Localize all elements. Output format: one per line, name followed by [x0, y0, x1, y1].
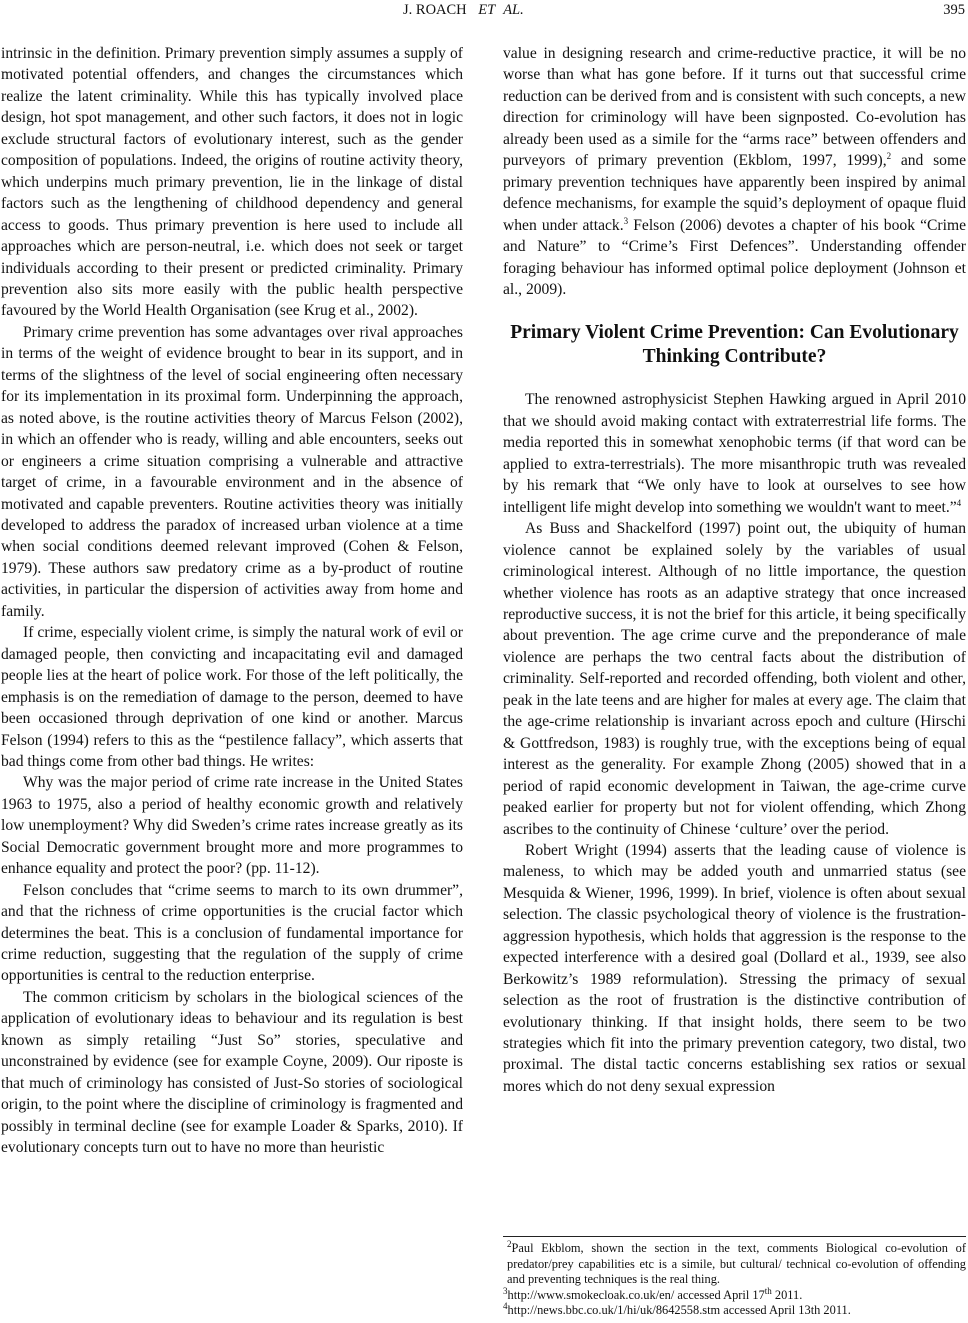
- paragraph: intrinsic in the definition. Primary prevention simply assumes a supply of motivated potential offenders, and changes the circumstances which realize the latent criminality. While this has typically involved place design, hot spot management, and other such factors, it does not in logic exclude structural factors of evolutionary interest, such as the gender composition of populations. Indeed, the origins of routine activity theory, which underpins much primary prevention, lie in the linkage of distal factors such as the lengthening of childhood dependency and general access to goods. Thus primary prevention is here used to include all approaches which are person-neutral, i.e. which does not seek or target individuals according to their present or predicted criminality. Primary prevention also sits more easily with the public health perspective favoured by the World Health Organisation (see Krug et al., 2002).: [1, 45, 463, 320]
- paragraph: As Buss and Shackelford (1997) point out, the ubiquity of human violence cannot be explained solely by the variables of usual criminological interest. Although of no little importance, the question whether violence has roots as an adaptive strategy that once increased reproductive success, it is not the brief for this article, it being specifically about prevention. The age crime curve and the preponderance of male violence are perhaps the two central facts about the distribution of criminality. Self-reported and recorded offending, both violent and other, peak in the late teens and are higher for males at every age. The claim that the age-crime relationship is invariant across epoch and culture (Hirschi & Gottfredson, 1983) is roughly true, with the exceptions being of equal interest as the generality. For example Zhong (2005) showed that in a period of rapid economic development in Taiwan, the age-crime curve peaked earlier for property but not for violent offending, which Zhong ascribes to the continuity of Chinese ‘culture’ over the period.: [503, 520, 966, 838]
- footnote-mark: 4: [503, 1301, 508, 1312]
- page-number: 395: [943, 2, 965, 18]
- text: value in designing research and crime-reductive practice, it will be no worse than what has gone before. If it turns out that successful crime reduction can be derived from and is consistent with such concepts, a new direction for criminology will have been signposted. Co-evolution has already been used as a simile for the “arms race” between offenders and purveyors of primary prevention (Ekblom, 1997, 1999),: [503, 45, 966, 170]
- footnotes: [503, 1236, 966, 1319]
- paragraph: Primary crime prevention has some advantages over rival approaches in terms of the weight of evidence brought to bear in its support, and in terms of the slightness of the level of social engineering often necessary for its implementation in its proximal form. Underpinning the approach, as noted above, is the routine activities theory of Marcus Felson (2002), in which an offender who is ready, willing and able encounters, seeks out or engineers a crime situation comprising a vulnerable and attractive target of crime, in a favourable environment and in the absence of motivated and capable preventers. Routine activities theory was initially developed to address the paradox of increased urban violence at a time when social conditions deemed relevant improved (Cohen & Felson, 1979). These authors saw predatory crime as a by-product of routine activities, in particular the dispersion of activities away from home and family.: [1, 323, 463, 620]
- ordinal-suffix: th: [764, 1285, 772, 1296]
- block-quote: Why was the major period of crime rate increase in the United States 1963 to 1975, also a period of healthy economic growth and relatively low unemployment? Why did Sweden’s crime rates increase greatly as its Social Democratic government brought more and more programmes to enhance equality and protect the poor? (pp. 11-12).: [1, 774, 463, 878]
- footnote-ref[interactable]: 4: [956, 497, 962, 508]
- paragraph: [503, 389, 966, 518]
- et-al: ET: [478, 2, 496, 18]
- footnote-ref[interactable]: 3: [623, 215, 629, 226]
- text: The renowned astrophysicist Stephen Hawking argued in April 2010 that we should avoid making contact with extraterrestrial life forms. The media reported this in somewhat xenophobic terms (if that word can be applied to extra-terrestrials). The more misanthropic truth was revealed by his remark that “We only have to look at ourselves to see how intelligent life might develop into something we wouldn't want to meet.”: [503, 391, 966, 516]
- footnote-mark: 3: [503, 1285, 508, 1296]
- running-header: [0, 2, 968, 22]
- paragraph: The common criticism by scholars in the biological sciences of the application of evolutionary ideas to behaviour and its regulation is best known as simply retailing “Just So” stories, speculative and unconstrained by evidence (see for example Coyne, 2009). Our riposte is that much of criminology has consisted of Just-So stories of sociological origin, to the point where the discipline of criminology is fragmented and possibly in terminal decline (see for example Loader & Sparks, 2010). If evolutionary concepts turn out to have no more than heuristic: [1, 988, 463, 1157]
- footnote-link[interactable]: http://www.smokecloak.co.uk/en/ accessed April 17: [507, 1287, 765, 1302]
- footnote: [503, 1285, 966, 1304]
- paragraph: Felson concludes that “crime seems to march to its own drummer”, and that the richness of crime opportunities is the crucial factor which determines the beat. This is a conclusion of fundamental importance for crime reduction, suggesting that the regulation of the supply of crime opportunities is central to the reduction enterprise.: [1, 881, 463, 985]
- et-al: AL.: [503, 2, 524, 18]
- footnote: [503, 1238, 966, 1288]
- text: and some primary prevention techniques have apparently been inspired by animal defence mechanisms, for example the squid’s deployment of opaque fluid when under attack.: [503, 152, 966, 234]
- footnote-ref[interactable]: 2: [886, 151, 892, 162]
- footnote-text: Paul Ekblom, shown the section in the text, comments Biological co-evolution of predator/prey capabilities etc is a simile, but cultural/ technical co-evolution of offending and preventing techniques is the real thing.: [507, 1241, 966, 1287]
- text: Felson (2006) devotes a chapter of his book “Crime and Nature” to “Crime’s First Defences”. Understanding offender foraging behaviour has informed optimal police deployment (Johnson et al., 2009).: [503, 216, 967, 298]
- right-column: [503, 43, 966, 1097]
- footnote-link[interactable]: http://news.bbc.co.uk/1/hi/uk/8642558.stm accessed April 13th 2011.: [507, 1303, 851, 1318]
- paragraph: Robert Wright (1994) asserts that the leading cause of violence is maleness, to which may be added youth and unmarried status (see Mesquida & Wiener, 1996, 1999). In brief, violence is often about sexual selection. The classic psychological theory of violence is the frustration-aggression hypothesis, which holds that aggression is the response to the expected interference with a desired goal (Dollard et al., 1939, see also Berkowitz’s 1989 reformulation). Stressing the primacy of sexual selection as the root of frustration is the distinctive contribution of evolutionary thinking. If that insight holds, there seem to be two strategies which fit into the primary prevention category, two distal, two proximal. The distal tactic concerns establishing sex ratios or sexual mores which do not deny sexual expression: [503, 841, 966, 1095]
- section-heading: Primary Violent Crime Prevention: Can Evolutionary Thinking Contribute?: [510, 322, 959, 368]
- footnote-mark: 2: [507, 1238, 512, 1249]
- footnote: [503, 1303, 966, 1319]
- footnote-text: 2011.: [771, 1287, 803, 1302]
- paragraph: If crime, especially violent crime, is simply the natural work of evil or damaged people, then convicting and incapacitating evil and damaged people lies at the heart of police work. For those of the left politically, the emphasis is on the remediation of damage to the person, deemed to have been occasioned through deprivation of one kind or another. Marcus Felson (1994) refers to this as the “pestilence fallacy”, which asserts that bad things come from other bad things. He writes:: [1, 624, 463, 770]
- author-name: J. ROACH: [403, 2, 467, 18]
- left-column: [1, 43, 463, 1159]
- paragraph: [503, 43, 966, 300]
- running-title: [403, 2, 524, 19]
